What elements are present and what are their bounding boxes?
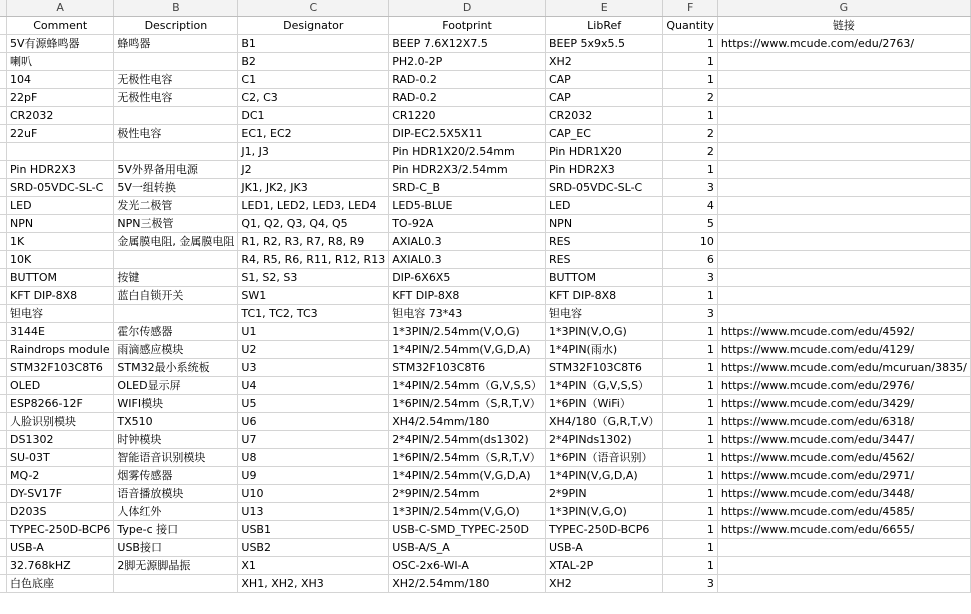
cell-libref[interactable]: 1*3PIN(V,O,G) (545, 323, 662, 341)
cell-designator[interactable]: XH1, XH2, XH3 (238, 575, 389, 593)
cell-designator[interactable]: S1, S2, S3 (238, 269, 389, 287)
cell-description[interactable]: TX510 (114, 413, 238, 431)
cell-footprint[interactable]: DIP-6X6X5 (389, 269, 546, 287)
cell-designator[interactable]: U8 (238, 449, 389, 467)
cell-designator[interactable]: U13 (238, 503, 389, 521)
cell-link[interactable]: https://www.mcude.com/edu/3447/ (717, 431, 970, 449)
table-row (0, 377, 970, 395)
cell-footprint[interactable]: 1*3PIN/2.54mm(V,O,G) (389, 323, 546, 341)
cell-designator[interactable]: Q1, Q2, Q3, Q4, Q5 (238, 215, 389, 233)
cell-link[interactable] (717, 575, 970, 593)
cell-link[interactable] (717, 161, 970, 179)
cell-comment[interactable]: LED (7, 197, 114, 215)
cell-description[interactable] (114, 575, 238, 593)
cell-link[interactable] (717, 251, 970, 269)
cell-libref[interactable]: STM32F103C8T6 (545, 359, 662, 377)
column-header-g[interactable]: G (717, 0, 970, 17)
cell-footprint[interactable]: CR1220 (389, 107, 546, 125)
cell-link[interactable] (717, 53, 970, 71)
cell-description[interactable]: 5V一组转换 (114, 179, 238, 197)
column-header-row (0, 0, 970, 17)
cell-comment[interactable]: DY-SV17F (7, 485, 114, 503)
cell-quantity[interactable]: 2 (663, 125, 718, 143)
cell-comment[interactable]: D203S (7, 503, 114, 521)
cell-comment[interactable]: ESP8266-12F (7, 395, 114, 413)
cell-link[interactable] (717, 233, 970, 251)
cell-quantity[interactable]: 3 (663, 179, 718, 197)
cell-link[interactable] (717, 269, 970, 287)
cell-designator[interactable]: R1, R2, R3, R7, R8, R9 (238, 233, 389, 251)
cell-footprint[interactable]: 1*6PIN/2.54mm（S,R,T,V） (389, 395, 546, 413)
cell-description[interactable]: 智能语音识别模块 (114, 449, 238, 467)
header-row (0, 17, 970, 35)
cell-libref[interactable]: 钽电容 (545, 305, 662, 323)
cell-comment[interactable]: 22uF (7, 125, 114, 143)
cell-link[interactable] (717, 71, 970, 89)
cell-libref[interactable]: BEEP 5x9x5.5 (545, 35, 662, 53)
table-row (0, 449, 970, 467)
cell-link[interactable]: https://www.mcude.com/edu/4562/ (717, 449, 970, 467)
cell-comment[interactable]: MQ-2 (7, 467, 114, 485)
cell-footprint[interactable]: AXIAL0.3 (389, 233, 546, 251)
table-row (0, 467, 970, 485)
cell-description[interactable]: 语音播放模块 (114, 485, 238, 503)
table-row (0, 503, 970, 521)
table-row (0, 107, 970, 125)
cell-libref[interactable]: XTAL-2P (545, 557, 662, 575)
table-row (0, 35, 970, 53)
cell-footprint[interactable]: DIP-EC2.5X5X11 (389, 125, 546, 143)
cell-quantity[interactable]: 1 (663, 107, 718, 125)
cell-description[interactable]: USB接口 (114, 539, 238, 557)
cell-link[interactable] (717, 107, 970, 125)
cell-quantity[interactable]: 1 (663, 287, 718, 305)
cell-description[interactable] (114, 251, 238, 269)
table-row (0, 143, 970, 161)
header-cell-libref[interactable]: LibRef (545, 17, 662, 35)
cell-link[interactable]: https://www.mcude.com/edu/2763/ (717, 35, 970, 53)
cell-designator[interactable]: B1 (238, 35, 389, 53)
cell-footprint[interactable]: Pin HDR1X20/2.54mm (389, 143, 546, 161)
cell-description[interactable]: 5V外界备用电源 (114, 161, 238, 179)
cell-footprint[interactable]: USB-A/S_A (389, 539, 546, 557)
table-row (0, 161, 970, 179)
cell-designator[interactable]: U9 (238, 467, 389, 485)
column-header-b[interactable]: B (114, 0, 238, 17)
cell-footprint[interactable]: Pin HDR2X3/2.54mm (389, 161, 546, 179)
cell-link[interactable] (717, 179, 970, 197)
cell-libref[interactable]: 2*4PINds1302) (545, 431, 662, 449)
cell-footprint[interactable]: 1*6PIN/2.54mm（S,R,T,V） (389, 449, 546, 467)
cell-quantity[interactable]: 3 (663, 305, 718, 323)
cell-quantity[interactable]: 1 (663, 323, 718, 341)
header-cell-comment[interactable]: Comment (7, 17, 114, 35)
cell-designator[interactable]: DC1 (238, 107, 389, 125)
cell-quantity[interactable]: 2 (663, 89, 718, 107)
cell-footprint[interactable]: XH2/2.54mm/180 (389, 575, 546, 593)
cell-comment[interactable]: 人脸识别模块 (7, 413, 114, 431)
cell-comment[interactable]: BUTTOM (7, 269, 114, 287)
cell-quantity[interactable]: 1 (663, 503, 718, 521)
cell-designator[interactable]: U7 (238, 431, 389, 449)
cell-footprint[interactable]: PH2.0-2P (389, 53, 546, 71)
cell-libref[interactable]: LED (545, 197, 662, 215)
table-row (0, 395, 970, 413)
cell-description[interactable] (114, 107, 238, 125)
cell-footprint[interactable]: XH4/2.54mm/180 (389, 413, 546, 431)
cell-comment[interactable]: 1K (7, 233, 114, 251)
cell-quantity[interactable]: 1 (663, 413, 718, 431)
cell-footprint[interactable]: TO-92A (389, 215, 546, 233)
cell-libref[interactable]: NPN (545, 215, 662, 233)
table-row (0, 323, 970, 341)
cell-libref[interactable]: CAP_EC (545, 125, 662, 143)
cell-link[interactable]: https://www.mcude.com/edu/2971/ (717, 467, 970, 485)
cell-designator[interactable]: U10 (238, 485, 389, 503)
cell-designator[interactable]: U4 (238, 377, 389, 395)
cell-link[interactable]: https://www.mcude.com/edu/6655/ (717, 521, 970, 539)
cell-comment[interactable]: 10K (7, 251, 114, 269)
cell-description[interactable] (114, 305, 238, 323)
cell-designator[interactable]: U2 (238, 341, 389, 359)
cell-quantity[interactable]: 1 (663, 53, 718, 71)
cell-quantity[interactable]: 1 (663, 161, 718, 179)
table-row (0, 287, 970, 305)
cell-designator[interactable]: TC1, TC2, TC3 (238, 305, 389, 323)
cell-designator[interactable]: JK1, JK2, JK3 (238, 179, 389, 197)
header-cell-quantity[interactable]: Quantity (663, 17, 718, 35)
cell-libref[interactable]: 1*6PIN（WiFi） (545, 395, 662, 413)
cell-link[interactable]: https://www.mcude.com/edu/3429/ (717, 395, 970, 413)
cell-link[interactable] (717, 89, 970, 107)
cell-libref[interactable]: Pin HDR1X20 (545, 143, 662, 161)
cell-description[interactable]: 按键 (114, 269, 238, 287)
table-row (0, 539, 970, 557)
cell-footprint[interactable]: 1*3PIN/2.54mm(V,G,O) (389, 503, 546, 521)
cell-link[interactable] (717, 215, 970, 233)
cell-quantity[interactable]: 1 (663, 71, 718, 89)
table-row (0, 305, 970, 323)
cell-quantity[interactable]: 1 (663, 557, 718, 575)
cell-description[interactable]: 蜂鸣器 (114, 35, 238, 53)
cell-description[interactable]: NPN三极管 (114, 215, 238, 233)
header-cell-designator[interactable]: Designator (238, 17, 389, 35)
cell-footprint[interactable]: 1*4PIN/2.54mm(V,G,D,A) (389, 467, 546, 485)
cell-description[interactable]: 雨滴感应模块 (114, 341, 238, 359)
cell-description[interactable] (114, 53, 238, 71)
cell-designator[interactable]: X1 (238, 557, 389, 575)
cell-footprint[interactable]: AXIAL0.3 (389, 251, 546, 269)
cell-quantity[interactable]: 1 (663, 377, 718, 395)
table-row (0, 413, 970, 431)
column-header-a[interactable]: A (7, 0, 114, 17)
cell-comment[interactable]: 白色底座 (7, 575, 114, 593)
cell-libref[interactable]: USB-A (545, 539, 662, 557)
cell-libref[interactable]: 1*4PIN（G,V,S,S） (545, 377, 662, 395)
cell-footprint[interactable]: KFT DIP-8X8 (389, 287, 546, 305)
cell-designator[interactable]: LED1, LED2, LED3, LED4 (238, 197, 389, 215)
cell-comment[interactable]: 22pF (7, 89, 114, 107)
cell-link[interactable] (717, 197, 970, 215)
table-row (0, 557, 970, 575)
column-header-c[interactable]: C (238, 0, 389, 17)
cell-link[interactable]: https://www.mcude.com/edu/4592/ (717, 323, 970, 341)
cell-link[interactable] (717, 125, 970, 143)
table-row (0, 71, 970, 89)
cell-description[interactable]: 霍尔传感器 (114, 323, 238, 341)
cell-comment[interactable]: NPN (7, 215, 114, 233)
cell-comment[interactable]: Raindrops module (7, 341, 114, 359)
cell-description[interactable] (114, 143, 238, 161)
cell-designator[interactable]: B2 (238, 53, 389, 71)
cell-libref[interactable]: RES (545, 251, 662, 269)
cell-quantity[interactable]: 1 (663, 485, 718, 503)
cell-quantity[interactable]: 6 (663, 251, 718, 269)
cell-link[interactable]: https://www.mcude.com/edu/2976/ (717, 377, 970, 395)
column-header-e[interactable]: E (545, 0, 662, 17)
cell-comment[interactable]: 3144E (7, 323, 114, 341)
cell-libref[interactable]: 1*4PIN(雨水) (545, 341, 662, 359)
cell-libref[interactable]: CAP (545, 71, 662, 89)
cell-quantity[interactable]: 1 (663, 341, 718, 359)
cell-footprint[interactable]: BEEP 7.6X12X7.5 (389, 35, 546, 53)
table-row (0, 575, 970, 593)
cell-libref[interactable]: KFT DIP-8X8 (545, 287, 662, 305)
cell-description[interactable]: 2脚无源脚晶振 (114, 557, 238, 575)
cell-footprint[interactable]: OSC-2x6-WI-A (389, 557, 546, 575)
cell-description[interactable]: 发光二极管 (114, 197, 238, 215)
cell-libref[interactable]: 2*9PIN (545, 485, 662, 503)
table-row (0, 485, 970, 503)
cell-description[interactable]: Type-c 接口 (114, 521, 238, 539)
cell-comment[interactable]: STM32F103C8T6 (7, 359, 114, 377)
cell-description[interactable]: 金属膜电阻, 金属膜电阻 (114, 233, 238, 251)
cell-footprint[interactable]: STM32F103C8T6 (389, 359, 546, 377)
cell-footprint[interactable]: 2*4PIN/2.54mm(ds1302) (389, 431, 546, 449)
cell-designator[interactable]: U1 (238, 323, 389, 341)
cell-libref[interactable]: RES (545, 233, 662, 251)
cell-libref[interactable]: 1*3PIN(V,G,O) (545, 503, 662, 521)
cell-footprint[interactable]: LED5-BLUE (389, 197, 546, 215)
column-header-d[interactable]: D (389, 0, 546, 17)
cell-footprint[interactable]: 1*4PIN/2.54mm（G,V,S,S） (389, 377, 546, 395)
cell-description[interactable]: STM32最小系统板 (114, 359, 238, 377)
cell-quantity[interactable]: 3 (663, 575, 718, 593)
cell-footprint[interactable]: USB-C-SMD_TYPEC-250D (389, 521, 546, 539)
cell-link[interactable]: https://www.mcude.com/edu/3448/ (717, 485, 970, 503)
cell-comment[interactable]: 钽电容 (7, 305, 114, 323)
table-row (0, 431, 970, 449)
cell-quantity[interactable]: 1 (663, 431, 718, 449)
cell-libref[interactable]: CAP (545, 89, 662, 107)
cell-quantity[interactable]: 2 (663, 143, 718, 161)
cell-description[interactable]: 人体红外 (114, 503, 238, 521)
cell-footprint[interactable]: RAD-0.2 (389, 89, 546, 107)
cell-description[interactable]: 无极性电容 (114, 89, 238, 107)
cell-comment[interactable]: Pin HDR2X3 (7, 161, 114, 179)
cell-quantity[interactable]: 3 (663, 269, 718, 287)
cell-description[interactable]: 时钟模块 (114, 431, 238, 449)
cell-libref[interactable]: SRD-05VDC-SL-C (545, 179, 662, 197)
cell-link[interactable]: https://www.mcude.com/edu/4129/ (717, 341, 970, 359)
cell-designator[interactable]: U3 (238, 359, 389, 377)
cell-libref[interactable]: Pin HDR2X3 (545, 161, 662, 179)
cell-comment[interactable]: SRD-05VDC-SL-C (7, 179, 114, 197)
cell-description[interactable]: 无极性电容 (114, 71, 238, 89)
table-row (0, 521, 970, 539)
cell-libref[interactable]: TYPEC-250D-BCP6 (545, 521, 662, 539)
cell-designator[interactable]: J2 (238, 161, 389, 179)
table-row (0, 269, 970, 287)
cell-libref[interactable]: 1*4PIN(V,G,D,A) (545, 467, 662, 485)
table-row (0, 125, 970, 143)
cell-libref[interactable]: XH2 (545, 575, 662, 593)
cell-link[interactable] (717, 287, 970, 305)
table-row (0, 215, 970, 233)
cell-link[interactable] (717, 539, 970, 557)
cell-libref[interactable]: XH2 (545, 53, 662, 71)
cell-comment[interactable]: 32.768kHZ (7, 557, 114, 575)
cell-description[interactable]: WIFI模块 (114, 395, 238, 413)
header-cell-footprint[interactable]: Footprint (389, 17, 546, 35)
table-row (0, 341, 970, 359)
cell-comment[interactable]: 5V有源蜂鸣器 (7, 35, 114, 53)
cell-designator[interactable]: SW1 (238, 287, 389, 305)
cell-link[interactable]: https://www.mcude.com/edu/mcuruan/3835/ (717, 359, 970, 377)
cell-designator[interactable]: USB2 (238, 539, 389, 557)
cell-designator[interactable]: C2, C3 (238, 89, 389, 107)
table-row (0, 53, 970, 71)
table-row (0, 359, 970, 377)
cell-link[interactable] (717, 305, 970, 323)
cell-quantity[interactable]: 1 (663, 359, 718, 377)
cell-designator[interactable]: J1, J3 (238, 143, 389, 161)
cell-comment[interactable]: 104 (7, 71, 114, 89)
cell-link[interactable]: https://www.mcude.com/edu/4585/ (717, 503, 970, 521)
cell-quantity[interactable]: 1 (663, 467, 718, 485)
cell-quantity[interactable]: 4 (663, 197, 718, 215)
cell-comment[interactable]: KFT DIP-8X8 (7, 287, 114, 305)
cell-comment[interactable]: USB-A (7, 539, 114, 557)
cell-designator[interactable]: R4, R5, R6, R11, R12, R13 (238, 251, 389, 269)
cell-description[interactable]: 蓝白自锁开关 (114, 287, 238, 305)
header-cell-link[interactable]: 链接 (717, 17, 970, 35)
cell-comment[interactable]: DS1302 (7, 431, 114, 449)
cell-description[interactable]: OLED显示屏 (114, 377, 238, 395)
cell-link[interactable] (717, 557, 970, 575)
cell-comment[interactable]: CR2032 (7, 107, 114, 125)
cell-link[interactable]: https://www.mcude.com/edu/6318/ (717, 413, 970, 431)
cell-designator[interactable]: USB1 (238, 521, 389, 539)
cell-description[interactable]: 烟雾传感器 (114, 467, 238, 485)
column-header-f[interactable]: F (663, 0, 718, 17)
cell-footprint[interactable]: 1*4PIN/2.54mm(V,G,D,A) (389, 341, 546, 359)
cell-comment[interactable]: OLED (7, 377, 114, 395)
table-row (0, 251, 970, 269)
cell-comment[interactable]: 喇叭 (7, 53, 114, 71)
table-row (0, 233, 970, 251)
cell-quantity[interactable]: 1 (663, 521, 718, 539)
cell-quantity[interactable]: 10 (663, 233, 718, 251)
cell-libref[interactable]: BUTTOM (545, 269, 662, 287)
cell-footprint[interactable]: 2*9PIN/2.54mm (389, 485, 546, 503)
cell-comment[interactable] (7, 143, 114, 161)
table-row (0, 197, 970, 215)
cell-designator[interactable]: C1 (238, 71, 389, 89)
cell-comment[interactable]: TYPEC-250D-BCP6 (7, 521, 114, 539)
cell-libref[interactable]: 1*6PIN（语音识别） (545, 449, 662, 467)
cell-description[interactable]: 极性电容 (114, 125, 238, 143)
header-cell-description[interactable]: Description (114, 17, 238, 35)
cell-footprint[interactable]: RAD-0.2 (389, 71, 546, 89)
cell-footprint[interactable]: SRD-C_B (389, 179, 546, 197)
cell-designator[interactable]: EC1, EC2 (238, 125, 389, 143)
cell-quantity[interactable]: 1 (663, 395, 718, 413)
table-row (0, 89, 970, 107)
cell-footprint[interactable]: 钽电容 73*43 (389, 305, 546, 323)
cell-designator[interactable]: U6 (238, 413, 389, 431)
cell-quantity[interactable]: 5 (663, 215, 718, 233)
cell-libref[interactable]: CR2032 (545, 107, 662, 125)
cell-quantity[interactable]: 1 (663, 449, 718, 467)
cell-quantity[interactable]: 1 (663, 35, 718, 53)
cell-link[interactable] (717, 143, 970, 161)
cell-designator[interactable]: U5 (238, 395, 389, 413)
cell-quantity[interactable]: 1 (663, 539, 718, 557)
cell-comment[interactable]: SU-03T (7, 449, 114, 467)
table-row (0, 179, 970, 197)
cell-libref[interactable]: XH4/180（G,R,T,V） (545, 413, 662, 431)
